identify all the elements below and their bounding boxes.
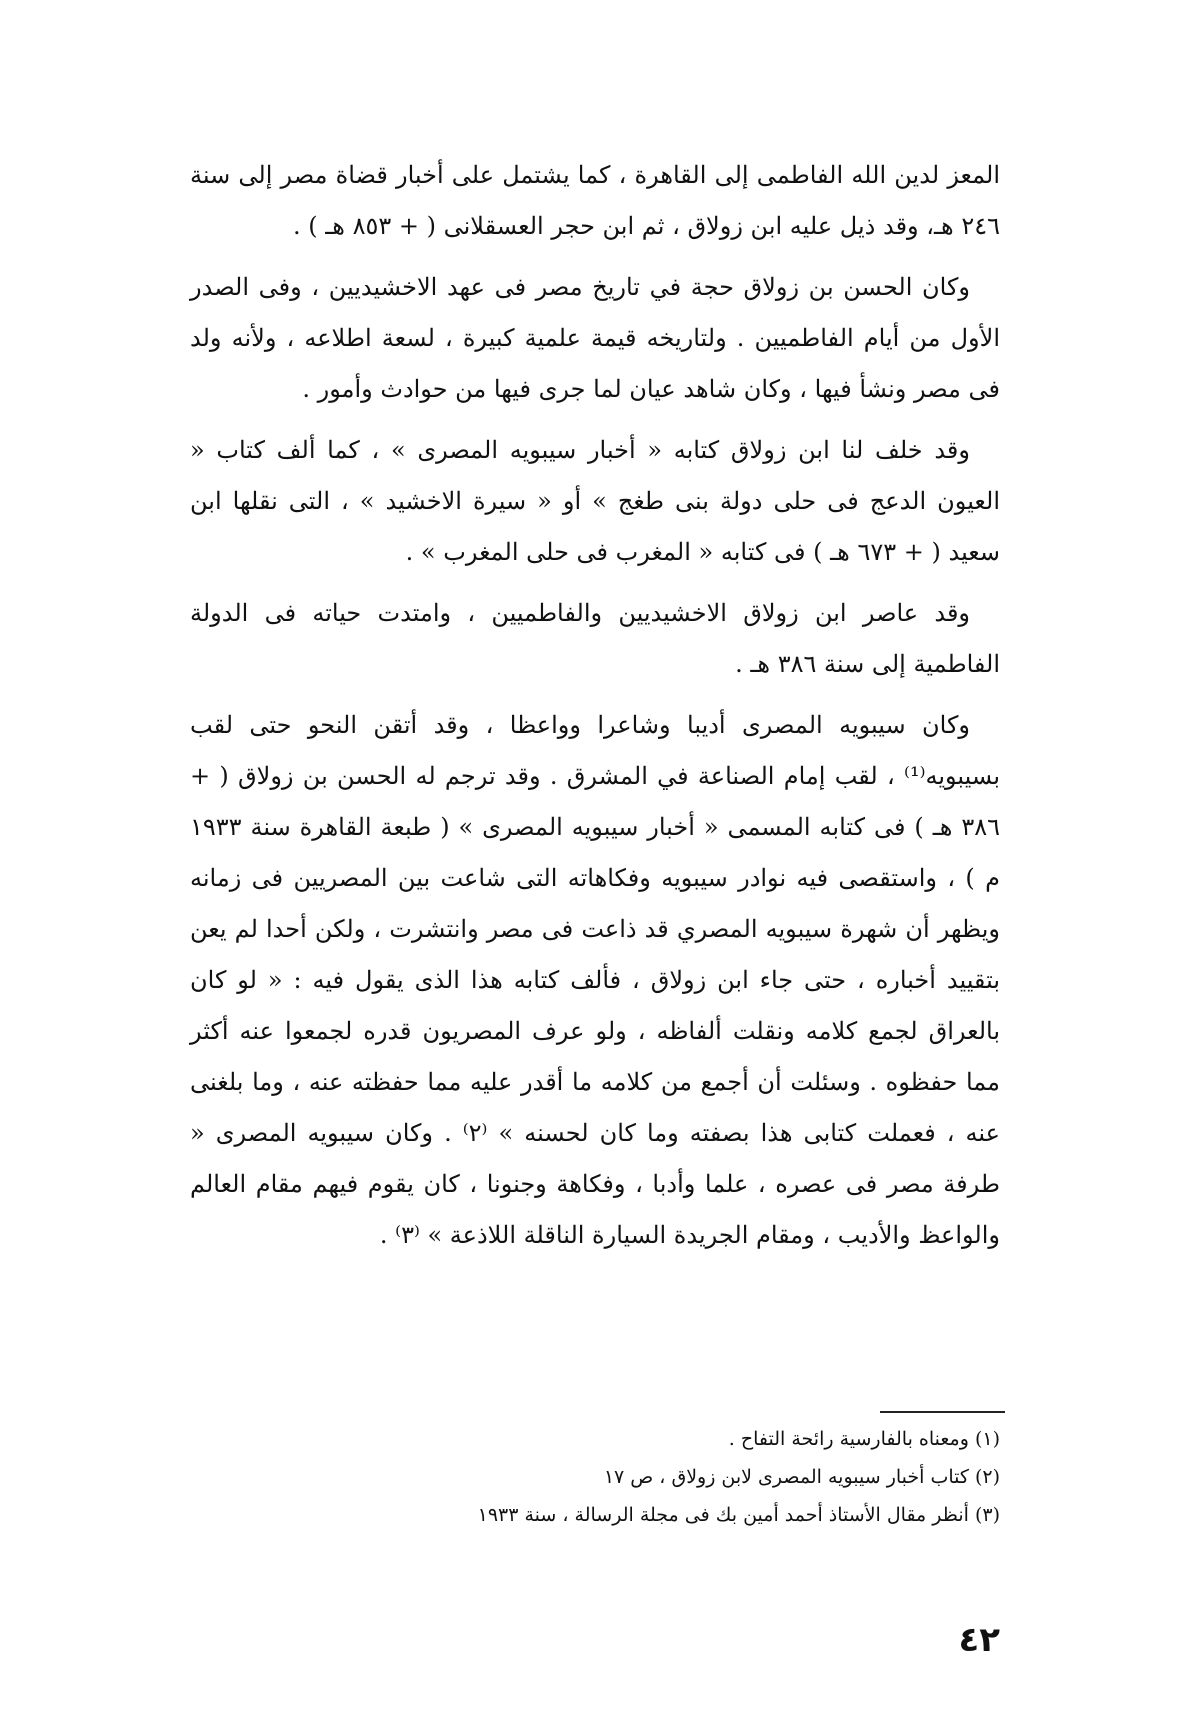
paragraph-2: وكان الحسن بن زولاق حجة في تاريخ مصر فى عهد الاخشيديين ، وفى الصدر الأول من أيام الفاطميين . ولتاريخه قيمة علمية كبيرة ، لسعة اطلاعه ، ولأنه ولد فى مصر ونشأ فيها ، وكان شاهد عيان لما جرى فيها من حوادث وأمور . xyxy=(190,273,1000,403)
paragraph-5: وكان سيبويه المصرى أديبا وشاعرا وواعظا ، وقد أتقن النحو حتى لقب بسيبويه⁽¹⁾ ، لقب إمام الصناعة في المشرق . وقد ترجم له الحسن بن زولاق ( + ٣٨٦ هـ ) فى كتابه المسمى « أخبار سيبويه المصرى » ( طبعة القاهرة سنة ١٩٣٣ م ) ، واستقصى فيه نوادر سيبويه وفكاهاته التى شاعت بين المصريين فى زمانه ويظهر أن شهرة سيبويه المصري قد ذاعت فى مصر وانتشرت ، ولكن أحدا لم يعن بتقييد أخباره ، حتى جاء ابن زولاق ، فألف كتابه هذا الذى يقول فيه : « لو كان بالعراق لجمع كلامه ونقلت ألفاظه ، ولو عرف المصريون قدره لجمعوا عنه أكثر مما حفظوه . وسئلت أن أجمع من كلامه ما أقدر عليه مما حفظته عنه ، وما بلغنى عنه ، فعملت كتابى هذا بصفته وما كان لحسنه » ⁽٢⁾ . وكان سيبويه المصرى « طرفة مصر فى عصره ، علما وأدبا ، وفكاهة وجنونا ، كان يقوم فيهم مقام العالم والواعظ والأديب ، ومقام الجريدة السيارة الناقلة اللاذعة » ⁽٣⁾ . xyxy=(190,711,1000,1249)
footnote-1: (١) ومعناه بالفارسية رائحة التفاح . xyxy=(728,1428,1000,1450)
paragraph-1: المعز لدين الله الفاطمى إلى القاهرة ، كما يشتمل على أخبار قضاة مصر إلى سنة ٢٤٦ هـ، وقد ذيل عليه ابن زولاق ، ثم ابن حجر العسقلانى ( + ٨٥٣ هـ ) . xyxy=(190,161,1000,240)
footnote-2: (٢) كتاب أخبار سيبويه المصرى لابن زولاق ، ص ١٧ xyxy=(603,1466,1000,1488)
paragraph-4: وقد عاصر ابن زولاق الاخشيديين والفاطميين ، وامتدت حياته فى الدولة الفاطمية إلى سنة ٣٨٦ هـ . xyxy=(190,599,1000,678)
page-number: ٤٢ xyxy=(958,1620,1000,1660)
footnote-divider xyxy=(880,1411,1005,1413)
footnotes xyxy=(330,1420,1000,1534)
body-text xyxy=(190,150,1000,1271)
footnote-3: (٣) أنظر مقال الأستاذ أحمد أمين بك فى مجلة الرسالة ، سنة ١٩٣٣ xyxy=(477,1504,1000,1526)
paragraph-3: وقد خلف لنا ابن زولاق كتابه « أخبار سيبويه المصرى » ، كما ألف كتاب « العيون الدعج فى حلى دولة بنى طغج » أو « سيرة الاخشيد » ، التى نقلها ابن سعيد ( + ٦٧٣ هـ ) فى كتابه « المغرب فى حلى المغرب » . xyxy=(190,436,1000,566)
